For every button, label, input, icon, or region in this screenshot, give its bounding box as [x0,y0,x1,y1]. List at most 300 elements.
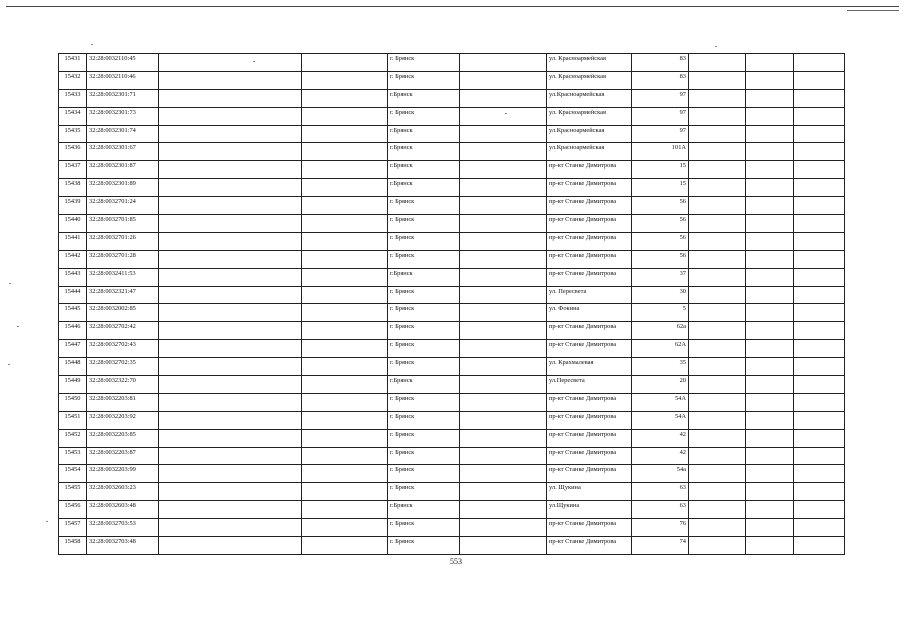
empty-cell [746,447,794,465]
table-row [59,393,845,411]
city-cell: г. Брянск [388,358,460,376]
house-number-cell: 56 [632,215,689,233]
page-top-rule-short [847,10,899,11]
house-number-cell: 63 [632,501,689,519]
empty-cell [746,143,794,161]
empty-cell [794,54,845,72]
empty-cell [460,143,547,161]
empty-cell [159,304,302,322]
empty-cell [689,54,746,72]
empty-cell [746,107,794,125]
city-cell: г.Брянск [388,125,460,143]
city-cell: г. Брянск [388,286,460,304]
cadastral-number-cell: 32:28:0032411:53 [87,268,159,286]
city-cell: г. Брянск [388,465,460,483]
cadastral-number-cell: 32:28:0032203:81 [87,393,159,411]
city-cell: г. Брянск [388,322,460,340]
empty-cell [746,71,794,89]
empty-cell [689,250,746,268]
empty-cell [689,465,746,483]
scan-speck [253,61,255,62]
record-number-cell: 15451 [59,411,87,429]
table-row [59,411,845,429]
empty-cell [302,322,388,340]
empty-cell [689,358,746,376]
cadastral-number-cell: 32:28:0032603:48 [87,501,159,519]
street-cell: пр-кт Станке Димитрова [547,411,632,429]
empty-cell [460,232,547,250]
table-row [59,537,845,555]
record-number-cell: 15446 [59,322,87,340]
empty-cell [689,393,746,411]
empty-cell [689,286,746,304]
scan-speck [715,46,717,47]
cadastral-number-cell: 32:28:0032110:46 [87,71,159,89]
house-number-cell: 97 [632,89,689,107]
table-row [59,286,845,304]
empty-cell [159,71,302,89]
empty-cell [302,447,388,465]
cadastral-number-cell: 32:28:0032203:85 [87,429,159,447]
empty-cell [746,54,794,72]
empty-cell [302,143,388,161]
empty-cell [460,465,547,483]
street-cell: пр-кт Станке Димитрова [547,250,632,268]
record-number-cell: 15449 [59,376,87,394]
empty-cell [460,304,547,322]
house-number-cell: 54А [632,393,689,411]
empty-cell [794,340,845,358]
empty-cell [746,304,794,322]
empty-cell [746,340,794,358]
empty-cell [746,483,794,501]
record-number-cell: 15435 [59,125,87,143]
house-number-cell: 35 [632,358,689,376]
street-cell: пр-кт Станке Димитрова [547,393,632,411]
empty-cell [794,304,845,322]
record-number-cell: 15454 [59,465,87,483]
empty-cell [460,89,547,107]
empty-cell [460,483,547,501]
table-row [59,232,845,250]
cadastral-number-cell: 32:28:0032301:74 [87,125,159,143]
city-cell: г. Брянск [388,393,460,411]
empty-cell [460,322,547,340]
record-number-cell: 15452 [59,429,87,447]
scan-speck [46,521,48,522]
street-cell: ул.Красноармейская [547,89,632,107]
city-cell: г.Брянск [388,501,460,519]
empty-cell [302,465,388,483]
city-cell: г.Брянск [388,161,460,179]
city-cell: г. Брянск [388,429,460,447]
street-cell: пр-кт Станке Димитрова [547,232,632,250]
city-cell: г.Брянск [388,143,460,161]
house-number-cell: 56 [632,232,689,250]
record-number-cell: 15441 [59,232,87,250]
table-row [59,501,845,519]
empty-cell [159,411,302,429]
street-cell: пр-кт Станке Димитрова [547,322,632,340]
record-number-cell: 15447 [59,340,87,358]
cadastral-number-cell: 32:28:0032701:24 [87,197,159,215]
empty-cell [689,429,746,447]
empty-cell [302,537,388,555]
empty-cell [460,125,547,143]
empty-cell [689,215,746,233]
empty-cell [689,322,746,340]
register-table-body [59,54,845,555]
empty-cell [159,537,302,555]
empty-cell [746,89,794,107]
empty-cell [302,411,388,429]
empty-cell [746,376,794,394]
city-cell: г. Брянск [388,107,460,125]
empty-cell [302,393,388,411]
street-cell: пр-кт Станке Димитрова [547,215,632,233]
empty-cell [302,483,388,501]
table-row [59,340,845,358]
table-row [59,179,845,197]
table-row [59,447,845,465]
street-cell: ул.Красноармейская [547,125,632,143]
cadastral-number-cell: 32:28:0032701:26 [87,232,159,250]
house-number-cell: 62А [632,340,689,358]
city-cell: г. Брянск [388,215,460,233]
empty-cell [794,376,845,394]
cadastral-number-cell: 32:28:0032702:35 [87,358,159,376]
record-number-cell: 15442 [59,250,87,268]
empty-cell [689,143,746,161]
city-cell: г. Брянск [388,250,460,268]
table-row [59,143,845,161]
empty-cell [794,125,845,143]
record-number-cell: 15432 [59,71,87,89]
city-cell: г. Брянск [388,232,460,250]
empty-cell [746,215,794,233]
cadastral-number-cell: 32:28:0032603:23 [87,483,159,501]
record-number-cell: 15434 [59,107,87,125]
empty-cell [302,107,388,125]
record-number-cell: 15448 [59,358,87,376]
empty-cell [460,286,547,304]
street-cell: пр-кт Станке Димитрова [547,179,632,197]
house-number-cell: 56 [632,250,689,268]
empty-cell [302,286,388,304]
table-row [59,519,845,537]
table-row [59,107,845,125]
house-number-cell: 37 [632,268,689,286]
empty-cell [302,215,388,233]
table-row [59,322,845,340]
empty-cell [302,429,388,447]
empty-cell [159,393,302,411]
empty-cell [794,447,845,465]
table-row [59,358,845,376]
empty-cell [159,358,302,376]
empty-cell [794,268,845,286]
record-number-cell: 15437 [59,161,87,179]
cadastral-number-cell: 32:28:0032703:53 [87,519,159,537]
house-number-cell: 54А [632,411,689,429]
scan-speck [505,113,507,114]
empty-cell [689,340,746,358]
house-number-cell: 74 [632,537,689,555]
record-number-cell: 15455 [59,483,87,501]
street-cell: ул.Пересвета [547,376,632,394]
empty-cell [302,232,388,250]
empty-cell [794,519,845,537]
empty-cell [460,268,547,286]
record-number-cell: 15433 [59,89,87,107]
empty-cell [689,161,746,179]
record-number-cell: 15440 [59,215,87,233]
empty-cell [794,89,845,107]
cadastral-number-cell: 32:28:0032301:73 [87,107,159,125]
street-cell: ул. Крахмалевая [547,358,632,376]
empty-cell [460,393,547,411]
empty-cell [159,268,302,286]
empty-cell [159,429,302,447]
city-cell: г. Брянск [388,71,460,89]
record-number-cell: 15458 [59,537,87,555]
empty-cell [302,501,388,519]
empty-cell [159,501,302,519]
scan-speck [91,44,93,45]
cadastral-number-cell: 32:28:0032321:47 [87,286,159,304]
empty-cell [460,429,547,447]
empty-cell [794,179,845,197]
empty-cell [689,501,746,519]
house-number-cell: 83 [632,71,689,89]
empty-cell [159,483,302,501]
cadastral-number-cell: 32:28:0032301:67 [87,143,159,161]
empty-cell [746,125,794,143]
empty-cell [689,537,746,555]
empty-cell [794,411,845,429]
empty-cell [460,519,547,537]
empty-cell [746,519,794,537]
record-number-cell: 15450 [59,393,87,411]
house-number-cell: 42 [632,447,689,465]
record-number-cell: 15457 [59,519,87,537]
street-cell: ул. Фокина [547,304,632,322]
cadastral-number-cell: 32:28:0032301:71 [87,89,159,107]
record-number-cell: 15444 [59,286,87,304]
empty-cell [460,358,547,376]
house-number-cell: 54а [632,465,689,483]
empty-cell [159,250,302,268]
house-number-cell: 20 [632,376,689,394]
empty-cell [746,286,794,304]
street-cell: ул.Красноармейская [547,143,632,161]
street-cell: ул. Красноармейская [547,71,632,89]
empty-cell [302,340,388,358]
empty-cell [460,161,547,179]
table-row [59,429,845,447]
empty-cell [746,268,794,286]
register-table [58,53,845,555]
cadastral-number-cell: 32:28:0032203:92 [87,411,159,429]
city-cell: г.Брянск [388,179,460,197]
empty-cell [159,376,302,394]
empty-cell [794,393,845,411]
house-number-cell: 83 [632,54,689,72]
empty-cell [159,161,302,179]
empty-cell [302,89,388,107]
house-number-cell: 15 [632,161,689,179]
record-number-cell: 15431 [59,54,87,72]
house-number-cell: 101А [632,143,689,161]
page-top-rule [6,6,899,7]
scan-speck [17,326,19,327]
empty-cell [689,483,746,501]
empty-cell [460,197,547,215]
cadastral-number-cell: 32:28:0032702:42 [87,322,159,340]
empty-cell [302,179,388,197]
empty-cell [159,340,302,358]
city-cell: г. Брянск [388,483,460,501]
empty-cell [689,447,746,465]
empty-cell [159,286,302,304]
empty-cell [302,268,388,286]
table-row [59,304,845,322]
city-cell: г. Брянск [388,304,460,322]
table-row [59,215,845,233]
city-cell: г.Брянск [388,268,460,286]
empty-cell [159,197,302,215]
empty-cell [460,215,547,233]
empty-cell [746,411,794,429]
empty-cell [302,125,388,143]
street-cell: ул.Щукина [547,501,632,519]
cadastral-number-cell: 32:28:0032203:99 [87,465,159,483]
cadastral-number-cell: 32:28:0032322:70 [87,376,159,394]
empty-cell [460,447,547,465]
empty-cell [794,537,845,555]
table-row [59,54,845,72]
empty-cell [302,161,388,179]
empty-cell [689,376,746,394]
empty-cell [460,537,547,555]
empty-cell [159,465,302,483]
empty-cell [302,250,388,268]
empty-cell [159,232,302,250]
cadastral-number-cell: 32:28:0032703:48 [87,537,159,555]
empty-cell [794,215,845,233]
empty-cell [460,501,547,519]
house-number-cell: 97 [632,125,689,143]
street-cell: пр-кт Станке Димитрова [547,465,632,483]
empty-cell [794,71,845,89]
empty-cell [794,161,845,179]
empty-cell [794,465,845,483]
city-cell: г. Брянск [388,197,460,215]
empty-cell [746,501,794,519]
scan-speck [9,283,11,284]
table-row [59,250,845,268]
empty-cell [159,215,302,233]
empty-cell [794,250,845,268]
empty-cell [460,411,547,429]
record-number-cell: 15456 [59,501,87,519]
cadastral-number-cell: 32:28:0032701:28 [87,250,159,268]
city-cell: г. Брянск [388,519,460,537]
house-number-cell: 76 [632,519,689,537]
table-row [59,376,845,394]
empty-cell [746,393,794,411]
record-number-cell: 15438 [59,179,87,197]
empty-cell [794,429,845,447]
empty-cell [746,465,794,483]
cadastral-number-cell: 32:28:0032701:85 [87,215,159,233]
empty-cell [460,250,547,268]
empty-cell [794,197,845,215]
empty-cell [746,197,794,215]
empty-cell [159,519,302,537]
empty-cell [794,358,845,376]
empty-cell [689,232,746,250]
empty-cell [460,340,547,358]
record-number-cell: 15443 [59,268,87,286]
city-cell: г. Брянск [388,411,460,429]
table-row [59,483,845,501]
house-number-cell: 30 [632,286,689,304]
cadastral-number-cell: 32:28:0032110:45 [87,54,159,72]
empty-cell [159,107,302,125]
street-cell: пр-кт Станке Димитрова [547,429,632,447]
table-row [59,89,845,107]
house-number-cell: 63 [632,483,689,501]
empty-cell [689,304,746,322]
city-cell: г. Брянск [388,340,460,358]
empty-cell [159,322,302,340]
cadastral-number-cell: 32:28:0032301:89 [87,179,159,197]
empty-cell [689,268,746,286]
street-cell: ул. Красноармейская [547,107,632,125]
empty-cell [460,376,547,394]
empty-cell [746,179,794,197]
cadastral-number-cell: 32:28:0032301:87 [87,161,159,179]
empty-cell [746,358,794,376]
empty-cell [794,107,845,125]
house-number-cell: 62а [632,322,689,340]
empty-cell [159,89,302,107]
empty-cell [302,519,388,537]
street-cell: пр-кт Станке Димитрова [547,197,632,215]
empty-cell [794,286,845,304]
empty-cell [746,250,794,268]
empty-cell [302,197,388,215]
cadastral-number-cell: 32:28:0032702:43 [87,340,159,358]
empty-cell [460,179,547,197]
house-number-cell: 5 [632,304,689,322]
empty-cell [746,161,794,179]
city-cell: г.Брянск [388,89,460,107]
record-number-cell: 15445 [59,304,87,322]
table-row [59,161,845,179]
city-cell: г. Брянск [388,447,460,465]
cadastral-number-cell: 32:28:0032002:85 [87,304,159,322]
table-row [59,197,845,215]
house-number-cell: 42 [632,429,689,447]
empty-cell [689,411,746,429]
empty-cell [746,232,794,250]
street-cell: пр-кт Станке Димитрова [547,447,632,465]
table-row [59,125,845,143]
street-cell: пр-кт Станке Димитрова [547,537,632,555]
record-number-cell: 15439 [59,197,87,215]
